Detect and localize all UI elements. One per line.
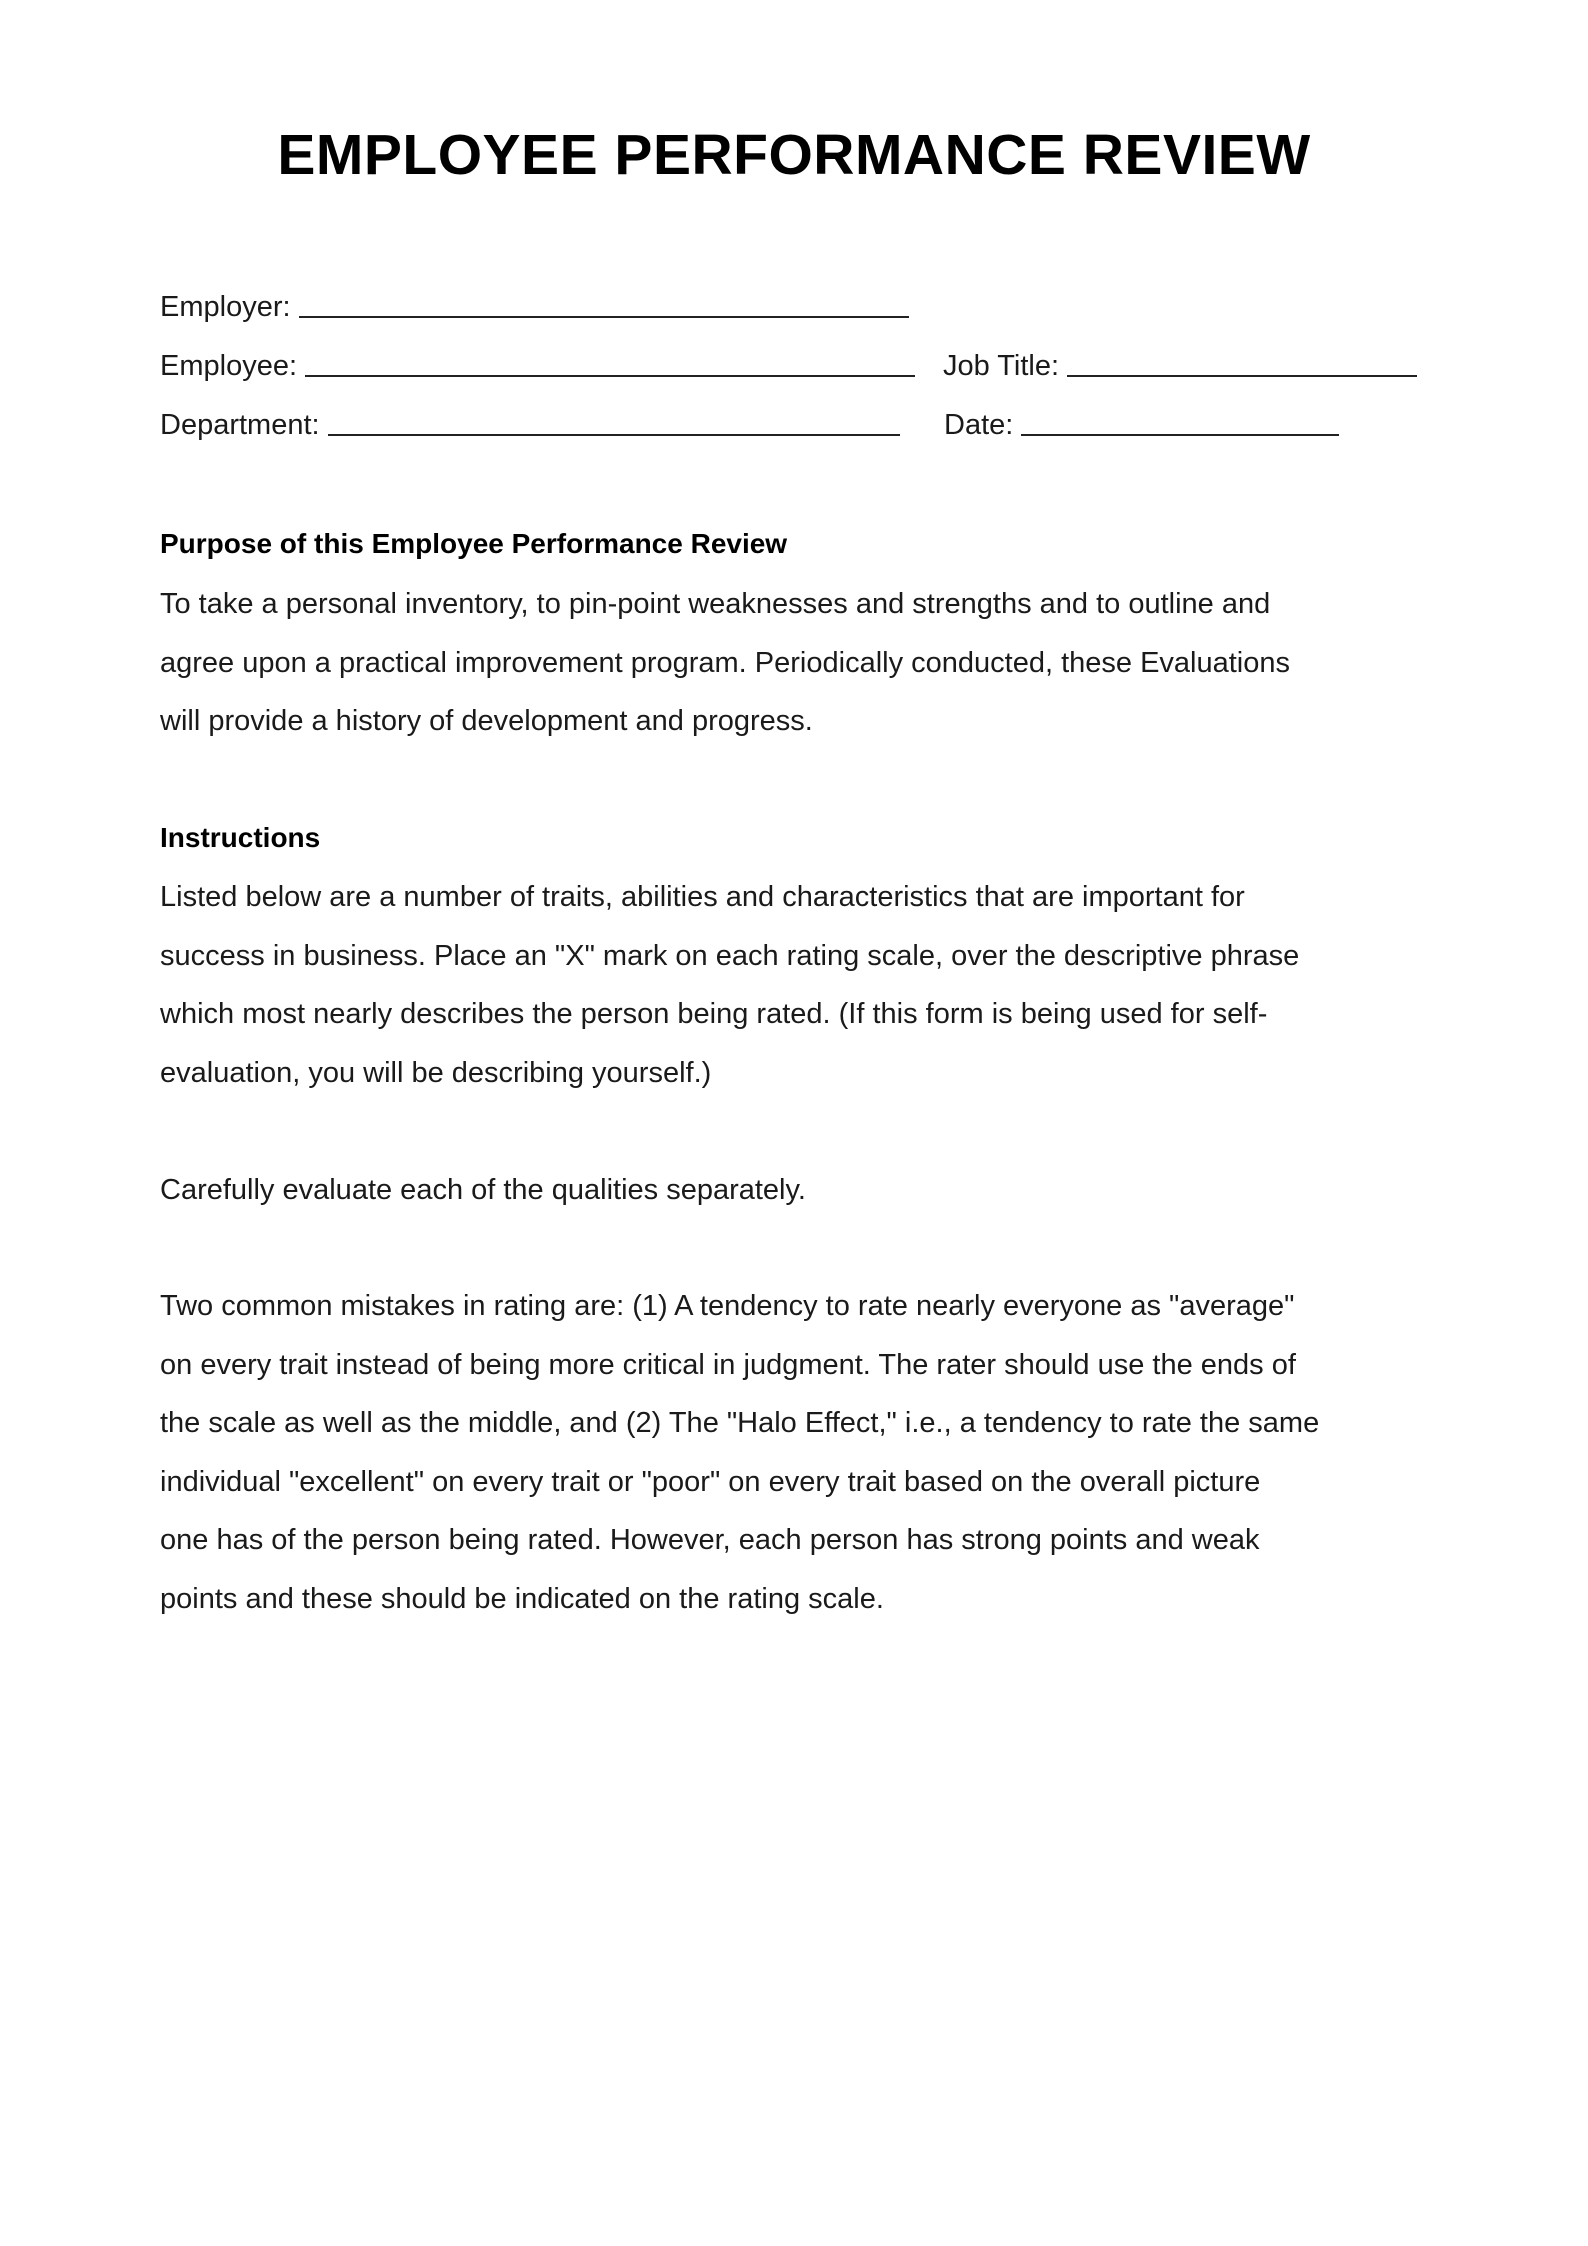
job-title-field[interactable]: [943, 350, 1417, 383]
mistakes-line: points and these should be indicated on the rating scale.: [160, 1582, 884, 1615]
purpose-line: will provide a history of development and progress.: [160, 705, 813, 738]
employer-input-line[interactable]: [299, 315, 909, 318]
employer-field[interactable]: [160, 291, 909, 324]
date-field[interactable]: [944, 409, 1339, 442]
department-field[interactable]: [160, 409, 900, 442]
mistakes-line: the scale as well as the middle, and (2) The "Halo Effect," i.e., a tendency to rate the same: [160, 1407, 1320, 1440]
separately-line: Carefully evaluate each of the qualities separately.: [160, 1174, 806, 1206]
date-label: Date:: [944, 409, 1014, 441]
employee-label: Employee:: [160, 350, 298, 382]
mistakes-line: one has of the person being rated. However, each person has strong points and weak: [160, 1524, 1260, 1557]
separately-paragraph: [160, 1161, 806, 1220]
page-title: EMPLOYEE PERFORMANCE REVIEW: [277, 123, 1311, 187]
purpose-line: agree upon a practical improvement program. Periodically conducted, these Evaluations: [160, 646, 1291, 679]
purpose-heading: Purpose of this Employee Performance Review: [160, 528, 788, 559]
mistakes-paragraph: [160, 1277, 1319, 1629]
instructions-line: Listed below are a number of traits, abilities and characteristics that are important for: [160, 881, 1245, 913]
employee-field[interactable]: [160, 350, 915, 383]
mistakes-line: individual "excellent" on every trait or "poor" on every trait based on the overall picture: [160, 1465, 1261, 1498]
instructions-paragraph: [160, 868, 1299, 1102]
instructions-line: which most nearly describes the person being rated. (If this form is being used for self-: [160, 998, 1268, 1031]
employee-input-line[interactable]: [305, 374, 915, 377]
job-title-label: Job Title:: [943, 350, 1060, 382]
mistakes-line: on every trait instead of being more critical in judgment. The rater should use the ends of: [160, 1348, 1296, 1381]
purpose-line: To take a personal inventory, to pin-point weaknesses and strengths and to outline and: [160, 588, 1271, 620]
purpose-paragraph: [160, 575, 1290, 751]
instructions-line: success in business. Place an "X" mark on each rating scale, over the descriptive phrase: [160, 939, 1300, 972]
mistakes-line: Two common mistakes in rating are: (1) A tendency to rate nearly everyone as "average": [160, 1290, 1295, 1322]
department-input-line[interactable]: [328, 433, 900, 436]
instructions-line: evaluation, you will be describing yourself.): [160, 1056, 712, 1089]
instructions-heading: Instructions: [160, 822, 321, 853]
employer-label: Employer:: [160, 291, 291, 323]
job-title-input-line[interactable]: [1067, 374, 1417, 377]
date-input-line[interactable]: [1021, 433, 1339, 436]
department-label: Department:: [160, 409, 320, 441]
